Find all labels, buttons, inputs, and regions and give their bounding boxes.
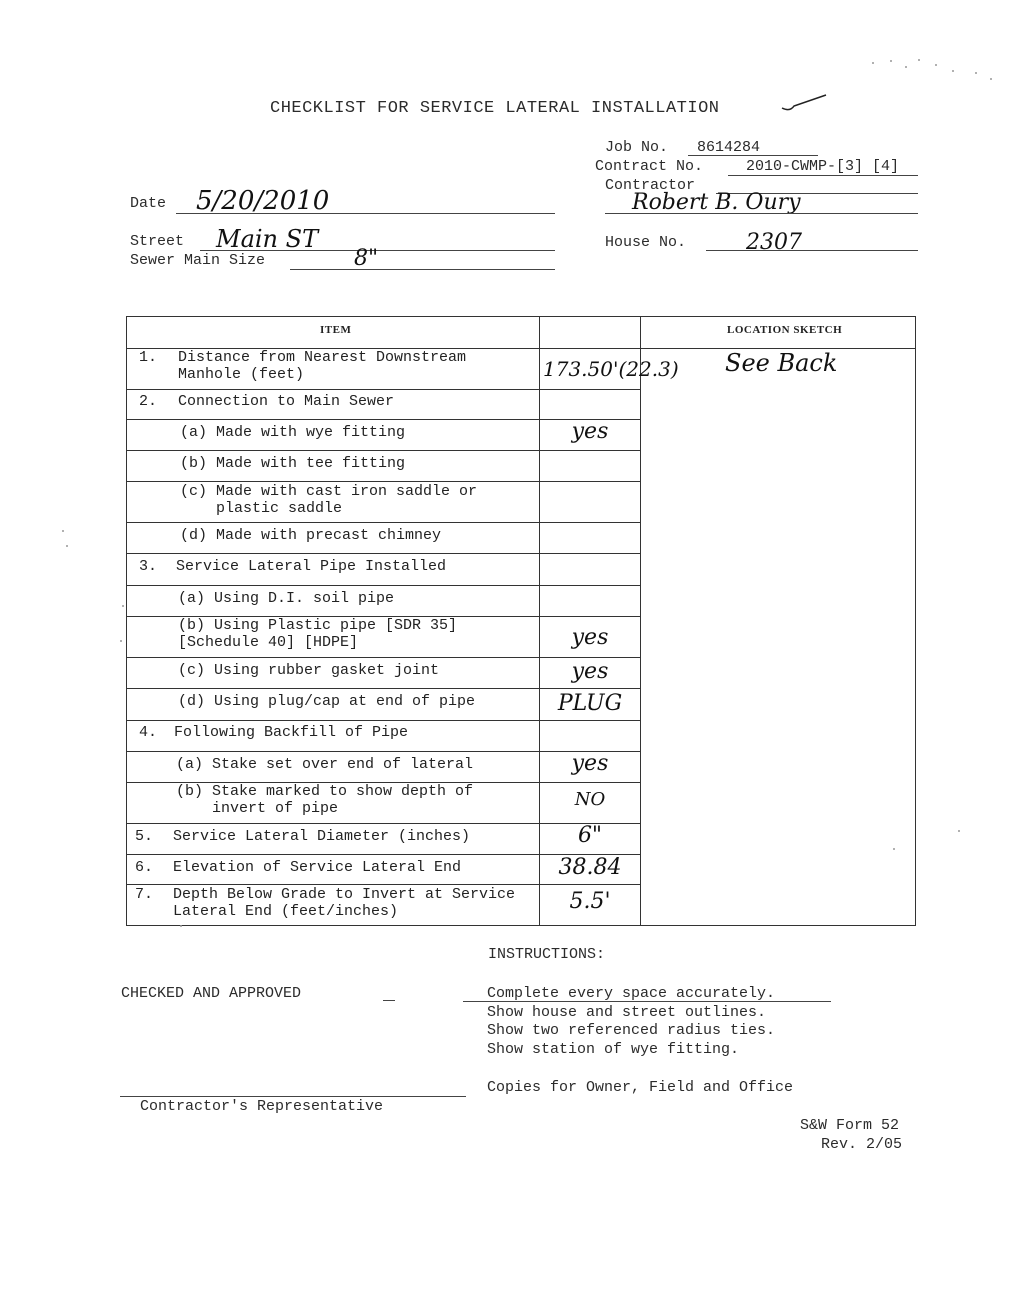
location-sketch-header: LOCATION SKETCH bbox=[727, 324, 843, 336]
answer-diameter[interactable]: 6" bbox=[577, 823, 603, 848]
instruction-line: Show station of wye fitting. bbox=[487, 1041, 740, 1058]
instruction-line: Complete every space accurately. bbox=[487, 985, 776, 1002]
sewer-size-label: Sewer Main Size bbox=[130, 252, 266, 269]
answer-plastic-pipe[interactable]: yes bbox=[571, 625, 609, 650]
street-label: Street bbox=[130, 233, 185, 250]
house-no-label: House No. bbox=[605, 234, 687, 251]
answer-gasket-joint[interactable]: yes bbox=[571, 659, 609, 684]
form-name: S&W Form 52 bbox=[800, 1117, 900, 1134]
job-no-label: Job No. bbox=[605, 139, 669, 156]
sewer-size-value[interactable]: 8" bbox=[354, 246, 379, 271]
house-no-value[interactable]: 2307 bbox=[746, 230, 802, 255]
instruction-line: Show two referenced radius ties. bbox=[487, 1022, 776, 1039]
item-column-header: ITEM bbox=[320, 324, 352, 336]
copies-note: Copies for Owner, Field and Office bbox=[487, 1079, 794, 1096]
contractor-rep-label: Contractor's Representative bbox=[140, 1098, 384, 1115]
answer-wye-fitting[interactable]: yes bbox=[571, 419, 609, 444]
signature-line[interactable] bbox=[120, 1096, 466, 1097]
answer-stake-set[interactable]: yes bbox=[571, 751, 609, 776]
page-title: CHECKLIST FOR SERVICE LATERAL INSTALLATION bbox=[270, 99, 720, 118]
form-revision: Rev. 2/05 bbox=[821, 1136, 903, 1153]
answer-distance[interactable]: 173.50'(22.3) bbox=[543, 357, 679, 381]
checklist-table: ITEM LOCATION SKETCH See Back 1. Distance from Nearest Downstream Manhole (feet) 173.50'(22.3) 2. Connection to Main Sewer (a) Made with wye fitting yes (b) Made with tee fitting (c) Made with cast iron saddle or plastic saddle (d) Made with precast chimney 3. Service Lateral Pipe Installed (a) Using D.I. soil pipe (b) Using Plastic pipe [SDR 35] [Schedule 40] [HDPE] yes (c) Using rubber gasket joint yes (d) Using plug/cap at end of pipe PLUG 4. Following Backfill of Pipe (a) Stake set over end of lateral yes (b) Stake marked to show depth of invert of pipe NO 5. Service Lateral Diameter (inches) 6" 6. Elevation of Service Lateral End 38.84 7. Depth Below Grade to Invert at Service Lateral End (feet/inches) 5.5' bbox=[126, 316, 916, 926]
contract-no-label: Contract No. bbox=[595, 158, 704, 175]
contractor-signature[interactable]: Robert B. Oury bbox=[632, 190, 801, 215]
street-value[interactable]: Main ST bbox=[216, 225, 319, 253]
date-value[interactable]: 5/20/2010 bbox=[196, 186, 330, 216]
job-no-value[interactable]: 8614284 bbox=[697, 139, 761, 156]
checked-approved-label: CHECKED AND APPROVED bbox=[121, 985, 302, 1002]
answer-elevation[interactable]: 38.84 bbox=[558, 855, 622, 880]
checkmark-icon bbox=[780, 92, 830, 114]
sketch-note: See Back bbox=[725, 349, 838, 377]
date-label: Date bbox=[130, 195, 167, 212]
contractor-label: Contractor bbox=[605, 177, 696, 194]
answer-depth[interactable]: 5.5' bbox=[569, 889, 611, 914]
instructions-heading: INSTRUCTIONS: bbox=[488, 946, 606, 963]
answer-plug-cap[interactable]: PLUG bbox=[557, 691, 623, 716]
contract-no-value[interactable]: 2010-CWMP-[3] [4] bbox=[746, 158, 900, 175]
instruction-line: Show house and street outlines. bbox=[487, 1004, 767, 1021]
answer-stake-marked[interactable]: NO bbox=[574, 789, 606, 810]
